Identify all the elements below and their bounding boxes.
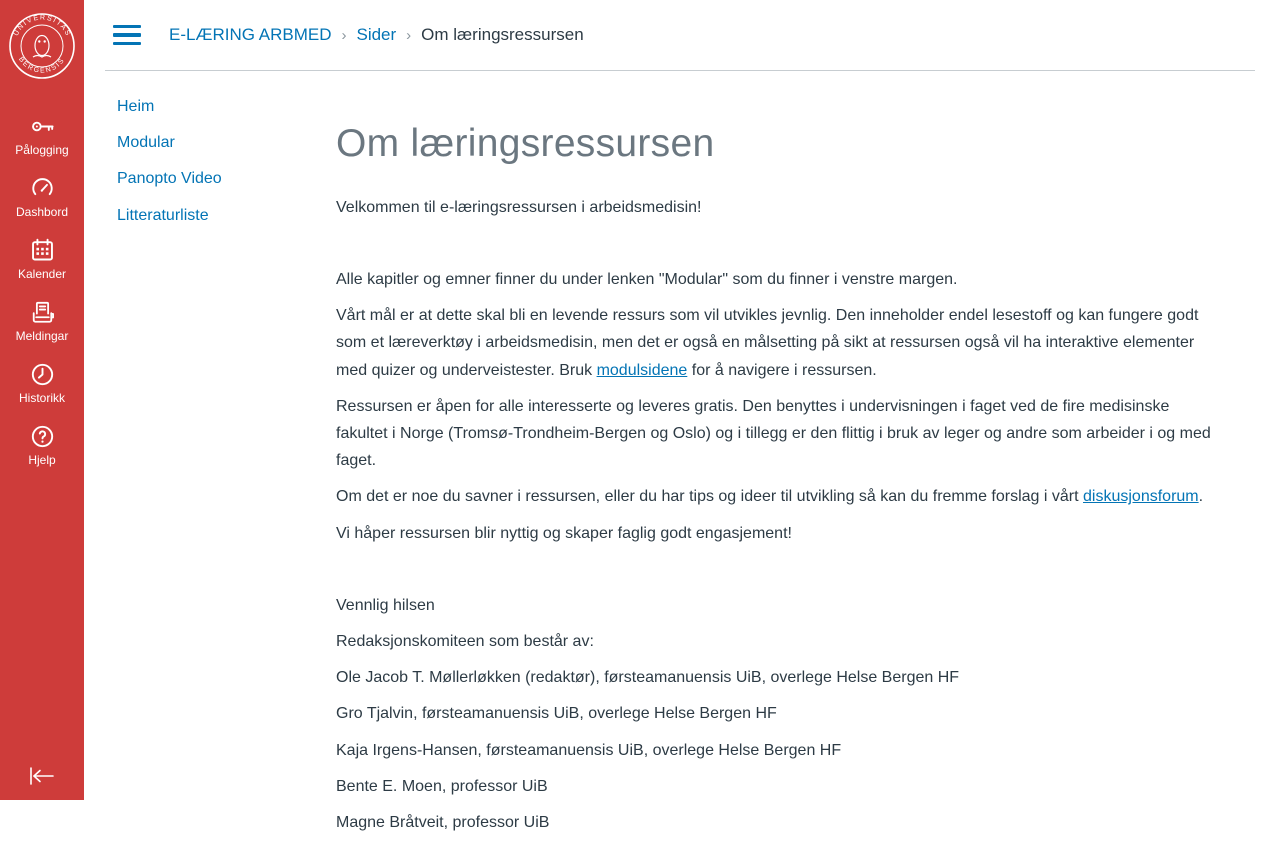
signature-member: Bente E. Moen, professor UiB [336, 777, 548, 795]
svg-text:BERGENSIS: BERGENSIS [16, 55, 67, 75]
global-nav [0, 0, 84, 800]
signature-committee: Redaksjonskomiteen som består av: [336, 632, 594, 650]
signature-greeting: Vennlig hilsen [336, 596, 435, 614]
courses-menu-button[interactable] [109, 21, 145, 50]
page-header [105, 0, 1255, 71]
uib-logo[interactable] [8, 12, 76, 80]
paragraph-goal [336, 302, 1212, 384]
hamburger-icon [113, 25, 141, 29]
global-nav-item-dashbord[interactable] [0, 166, 84, 228]
nav-item-label: Kalender [17, 267, 67, 281]
breadcrumb-separator: › [406, 26, 412, 44]
global-nav-item-meldingar[interactable] [0, 290, 84, 352]
blank-line [336, 556, 1212, 592]
global-nav-item-kalender[interactable] [0, 228, 84, 290]
help-question-icon [29, 423, 56, 450]
signature-member: Kaja Irgens-Hansen, førsteamanuensis UiB, overlege Helse Bergen HF [336, 741, 842, 759]
course-nav-item-heim[interactable]: Heim [117, 98, 155, 115]
key-icon [29, 113, 56, 140]
course-nav-item-panopto-video[interactable]: Panopto Video [117, 170, 222, 188]
breadcrumb-separator: › [341, 26, 347, 44]
paragraph-text: . [1198, 488, 1204, 506]
course-nav-item-modular[interactable]: Modular [117, 134, 175, 152]
nav-item-label: Pålogging [15, 143, 69, 157]
page-title: Om læringsressursen [336, 122, 715, 165]
svg-text:UNIVERSITAS: UNIVERSITAS [12, 14, 72, 38]
collapse-global-nav-button[interactable] [0, 760, 84, 792]
content-row [84, 71, 1280, 845]
course-nav-item-litteraturliste[interactable]: Litteraturliste [117, 206, 209, 224]
nav-item-label: Hjelp [28, 453, 56, 467]
main-area [84, 0, 1280, 831]
global-nav-item-hjelp[interactable] [0, 414, 84, 476]
history-clock-icon [29, 361, 56, 388]
paragraph-modules: Alle kapitler og emner finner du under lenken "Modular" som du finner i venstre margen. [336, 271, 958, 289]
inbox-icon [29, 299, 56, 326]
course-nav [84, 71, 336, 845]
signature-member: Magne Bråtveit, professor UiB [336, 813, 550, 831]
dashboard-gauge-icon [29, 175, 56, 202]
nav-item-label: Dashbord [15, 205, 69, 219]
diskusjonsforum-link[interactable]: diskusjonsforum [1083, 488, 1199, 506]
modulsidene-link[interactable]: modulsidene [596, 361, 688, 379]
signature-member: Ole Jacob T. Møllerløkken (redaktør), førsteamanuensis UiB, overlege Helse Bergen HF [336, 669, 960, 687]
paragraph-open-resource: Ressursen er åpen for alle interesserte og leveres gratis. Den benyttes i undervisningen i faget ved de fire medisinske fakultet i Norge (Tromsø-Trondheim-Bergen og Oslo) og i tillegg er den flittig i bruk av leger og andre som arbeider i og med faget. [336, 397, 1211, 470]
uib-seal-icon [8, 12, 76, 80]
global-nav-item-palogging[interactable] [0, 104, 84, 166]
paragraph-text: Vårt mål er at dette skal bli en levende ressurs som vil utvikles jevnlig. Den inneholder endel lesestoff og kan fungere godt som et læreverktøy i arbeidsmedisin, men det er også en målsetting på sikt at ressursen også vil ha interaktive elementer med quizer og underveistester. Bruk [336, 307, 1199, 379]
signature-member: Gro Tjalvin, førsteamanuensis UiB, overlege Helse Bergen HF [336, 705, 777, 723]
global-nav-item-historikk[interactable] [0, 352, 84, 414]
blank-line [336, 230, 1212, 266]
breadcrumb-current-page: Om læringsressursen [421, 25, 584, 44]
nav-item-label: Meldingar [15, 329, 69, 343]
breadcrumb-course-link[interactable]: E-LÆRING ARBMED [169, 25, 332, 44]
global-nav-items [0, 104, 84, 476]
paragraph-intro: Velkommen til e-læringsressursen i arbeidsmedisin! [336, 198, 702, 216]
paragraph-feedback [336, 483, 1212, 510]
breadcrumb [169, 25, 584, 45]
page-body [336, 71, 1212, 845]
collapse-arrow-icon [25, 764, 59, 788]
paragraph-hope: Vi håper ressursen blir nyttig og skaper faglig godt engasjement! [336, 524, 792, 542]
breadcrumb-pages-link[interactable]: Sider [356, 25, 397, 44]
paragraph-text: for å navigere i ressursen. [687, 361, 877, 379]
calendar-icon [29, 237, 56, 264]
paragraph-text: Om det er noe du savner i ressursen, eller du har tips og ideer til utvikling så kan du fremme forslag i vårt [336, 488, 1084, 506]
nav-item-label: Historikk [18, 391, 65, 405]
